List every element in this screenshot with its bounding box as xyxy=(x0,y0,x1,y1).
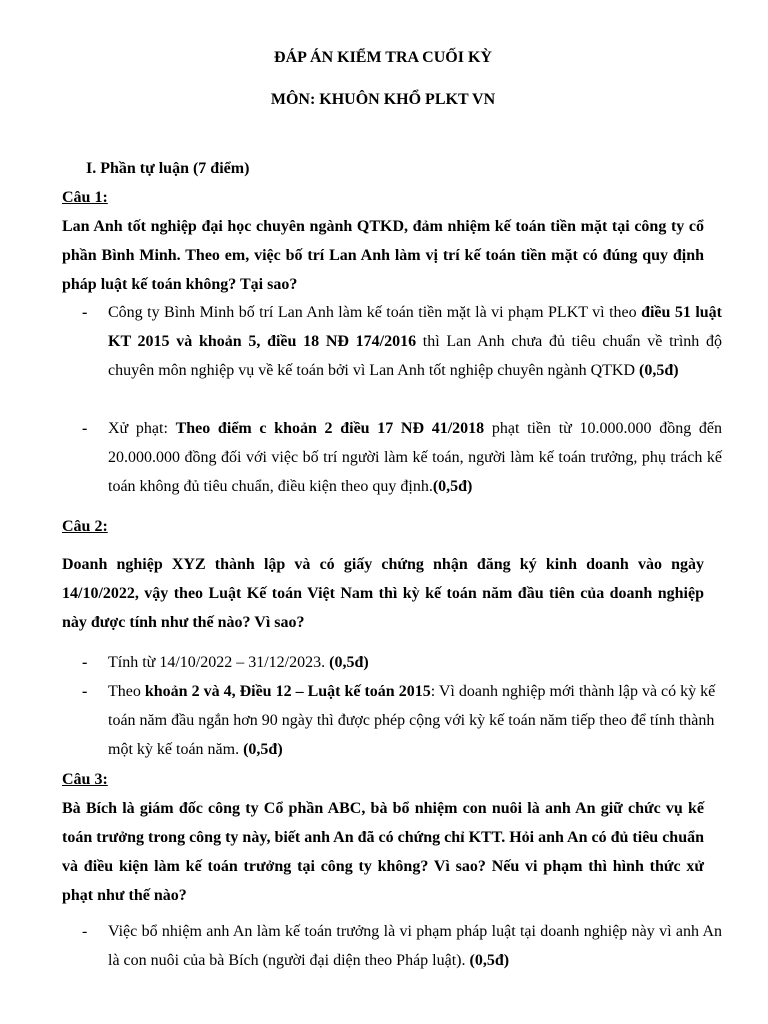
bullet-dash: - xyxy=(82,923,88,940)
q2-question: Doanh nghiệp XYZ thành lập và có giấy chứng nhận đăng ký kinh doanh vào ngày 14/10/2022, vậy theo Luật Kế toán Việt Nam thì kỳ kế toán năm đầu tiên của doanh nghiệp này được tính như thế nào? Vì sao? xyxy=(62,556,704,631)
q3-answer-1-text: Việc bổ nhiệm anh An làm kế toán trưởng là vi phạm pháp luật tại doanh nghiệp này vì anh An là con nuôi của bà Bích (người đại diện theo Pháp luật). (0,5đ) xyxy=(108,923,722,969)
q2-answer-2-text: Theo khoản 2 và 4, Điều 12 – Luật kế toán 2015: Vì doanh nghiệp mới thành lập và có kỳ kế toán năm đầu ngắn hơn 90 ngày thì được phép cộng với kỳ kế toán năm tiếp theo để tính thành một kỳ kế toán năm. (0,5đ) xyxy=(108,683,716,758)
bullet-dash: - xyxy=(82,304,88,321)
document-title: ĐÁP ÁN KIỂM TRA CUỐI KỲ xyxy=(274,49,492,66)
bullet-dash: - xyxy=(82,683,88,700)
q1-question: Lan Anh tốt nghiệp đại học chuyên ngành QTKD, đảm nhiệm kế toán tiền mặt tại công ty cổ phần Bình Minh. Theo em, việc bố trí Lan Anh làm vị trí kế toán tiền mặt có đúng quy định pháp luật kế toán không? Tại sao? xyxy=(62,218,704,293)
q2-answer-1-text: Tính từ 14/10/2022 – 31/12/2023. (0,5đ) xyxy=(108,654,369,671)
score: (0,5đ) xyxy=(329,654,369,671)
q2-label: Câu 2: xyxy=(62,518,108,535)
q3-question: Bà Bích là giám đốc công ty Cổ phần ABC, bà bổ nhiệm con nuôi là anh An giữ chức vụ kế toán trưởng trong công ty này, biết anh An đã có chứng chỉ KTT. Hỏi anh An có đủ tiêu chuẩn và điều kiện làm kế toán trưởng tại công ty không? Vì sao? Nếu vi phạm thì hình thức xử phạt như thế nào? xyxy=(62,800,704,904)
section-heading: I. Phần tự luận (7 điểm) xyxy=(86,160,250,177)
q1-label: Câu 1: xyxy=(62,189,108,206)
q1-answer-2-text: Xử phạt: Theo điểm c khoản 2 điều 17 NĐ 41/2018 phạt tiền từ 10.000.000 đồng đến 20.000.000 đồng đối với việc bố trí người làm kế toán, người làm kế toán trưởng, phụ trách kế toán không đủ tiêu chuẩn, điều kiện theo quy định.(0,5đ) xyxy=(108,420,722,495)
score: (0,5đ) xyxy=(469,952,510,969)
q1-answer-1-text: Công ty Bình Minh bố trí Lan Anh làm kế toán tiền mặt là vi phạm PLKT vì theo điều 51 luật KT 2015 và khoản 5, điều 18 NĐ 174/2016 thì Lan Anh chưa đủ tiêu chuẩn về trình độ chuyên môn nghiệp vụ về kế toán bởi vì Lan Anh tốt nghiệp chuyên ngành QTKD (0,5đ) xyxy=(108,304,723,379)
bullet-dash: - xyxy=(82,420,88,437)
q3-label: Câu 3: xyxy=(62,771,108,788)
bullet-dash: - xyxy=(82,654,88,671)
score: (0,5đ) xyxy=(432,478,473,495)
document-subtitle: MÔN: KHUÔN KHỔ PLKT VN xyxy=(270,91,496,108)
score: (0,5đ) xyxy=(243,741,283,758)
score: (0,5đ) xyxy=(639,362,679,379)
